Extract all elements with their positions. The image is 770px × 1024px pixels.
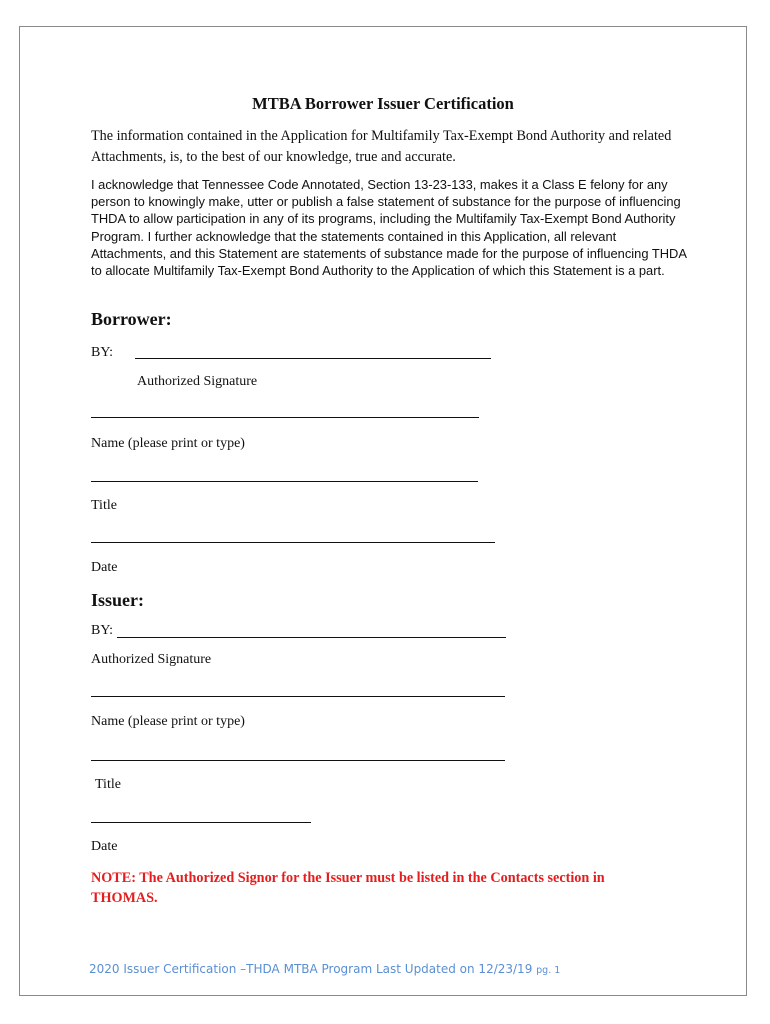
borrower-title-line[interactable] xyxy=(91,481,478,482)
issuer-title-line[interactable] xyxy=(91,760,505,761)
issuer-name-line[interactable] xyxy=(91,696,505,697)
issuer-authorized-signature-label: Authorized Signature xyxy=(91,652,212,667)
page-footer xyxy=(89,962,560,976)
borrower-date-label: Date xyxy=(91,560,118,575)
borrower-by-label: BY: xyxy=(91,345,114,360)
issuer-signature-line[interactable] xyxy=(117,637,506,638)
intro-paragraph: The information contained in the Application for Multifamily Tax-Exempt Bond Authority and related Attachments, is, to the best of our knowledge, true and accurate. xyxy=(91,128,672,165)
borrower-authorized-signature-label: Authorized Signature xyxy=(137,374,258,389)
issuer-note: NOTE: The Authorized Signor for the Issuer must be listed in the Contacts section in THOMAS. xyxy=(91,870,605,906)
footer-text: 2020 Issuer Certification –THDA MTBA Program Last Updated on 12/23/19 xyxy=(89,962,533,976)
issuer-title-label: Title xyxy=(95,777,121,792)
borrower-name-label: Name (please print or type) xyxy=(91,436,245,451)
issuer-date-line[interactable] xyxy=(91,822,311,823)
footer-page-number: pg. 1 xyxy=(536,965,561,976)
borrower-signature-line[interactable] xyxy=(135,358,491,359)
issuer-heading: Issuer: xyxy=(91,590,144,610)
document-title: MTBA Borrower Issuer Certification xyxy=(252,94,514,113)
issuer-by-label: BY: xyxy=(91,623,114,638)
borrower-title-label: Title xyxy=(91,498,117,513)
borrower-name-line[interactable] xyxy=(91,417,479,418)
document-page xyxy=(19,26,747,996)
borrower-date-line[interactable] xyxy=(91,542,495,543)
acknowledgement-paragraph: I acknowledge that Tennessee Code Annotated, Section 13-23-133, makes it a Class E felony for any person to knowingly make, utter or publish a false statement of substance for the purpose of influencing THDA to allow participation in any of its programs, including the Multifamily Tax-Exempt Bond Authority Program. I further acknowledge that the statements contained in this Application, all relevant Attachments, and this Statement are statements of substance made for the purpose of influencing THDA to allocate Multifamily Tax-Exempt Bond Authority to the Application of which this Statement is a part. xyxy=(91,177,687,279)
borrower-heading: Borrower: xyxy=(91,309,172,329)
issuer-name-label: Name (please print or type) xyxy=(91,714,245,729)
issuer-date-label: Date xyxy=(91,839,118,854)
